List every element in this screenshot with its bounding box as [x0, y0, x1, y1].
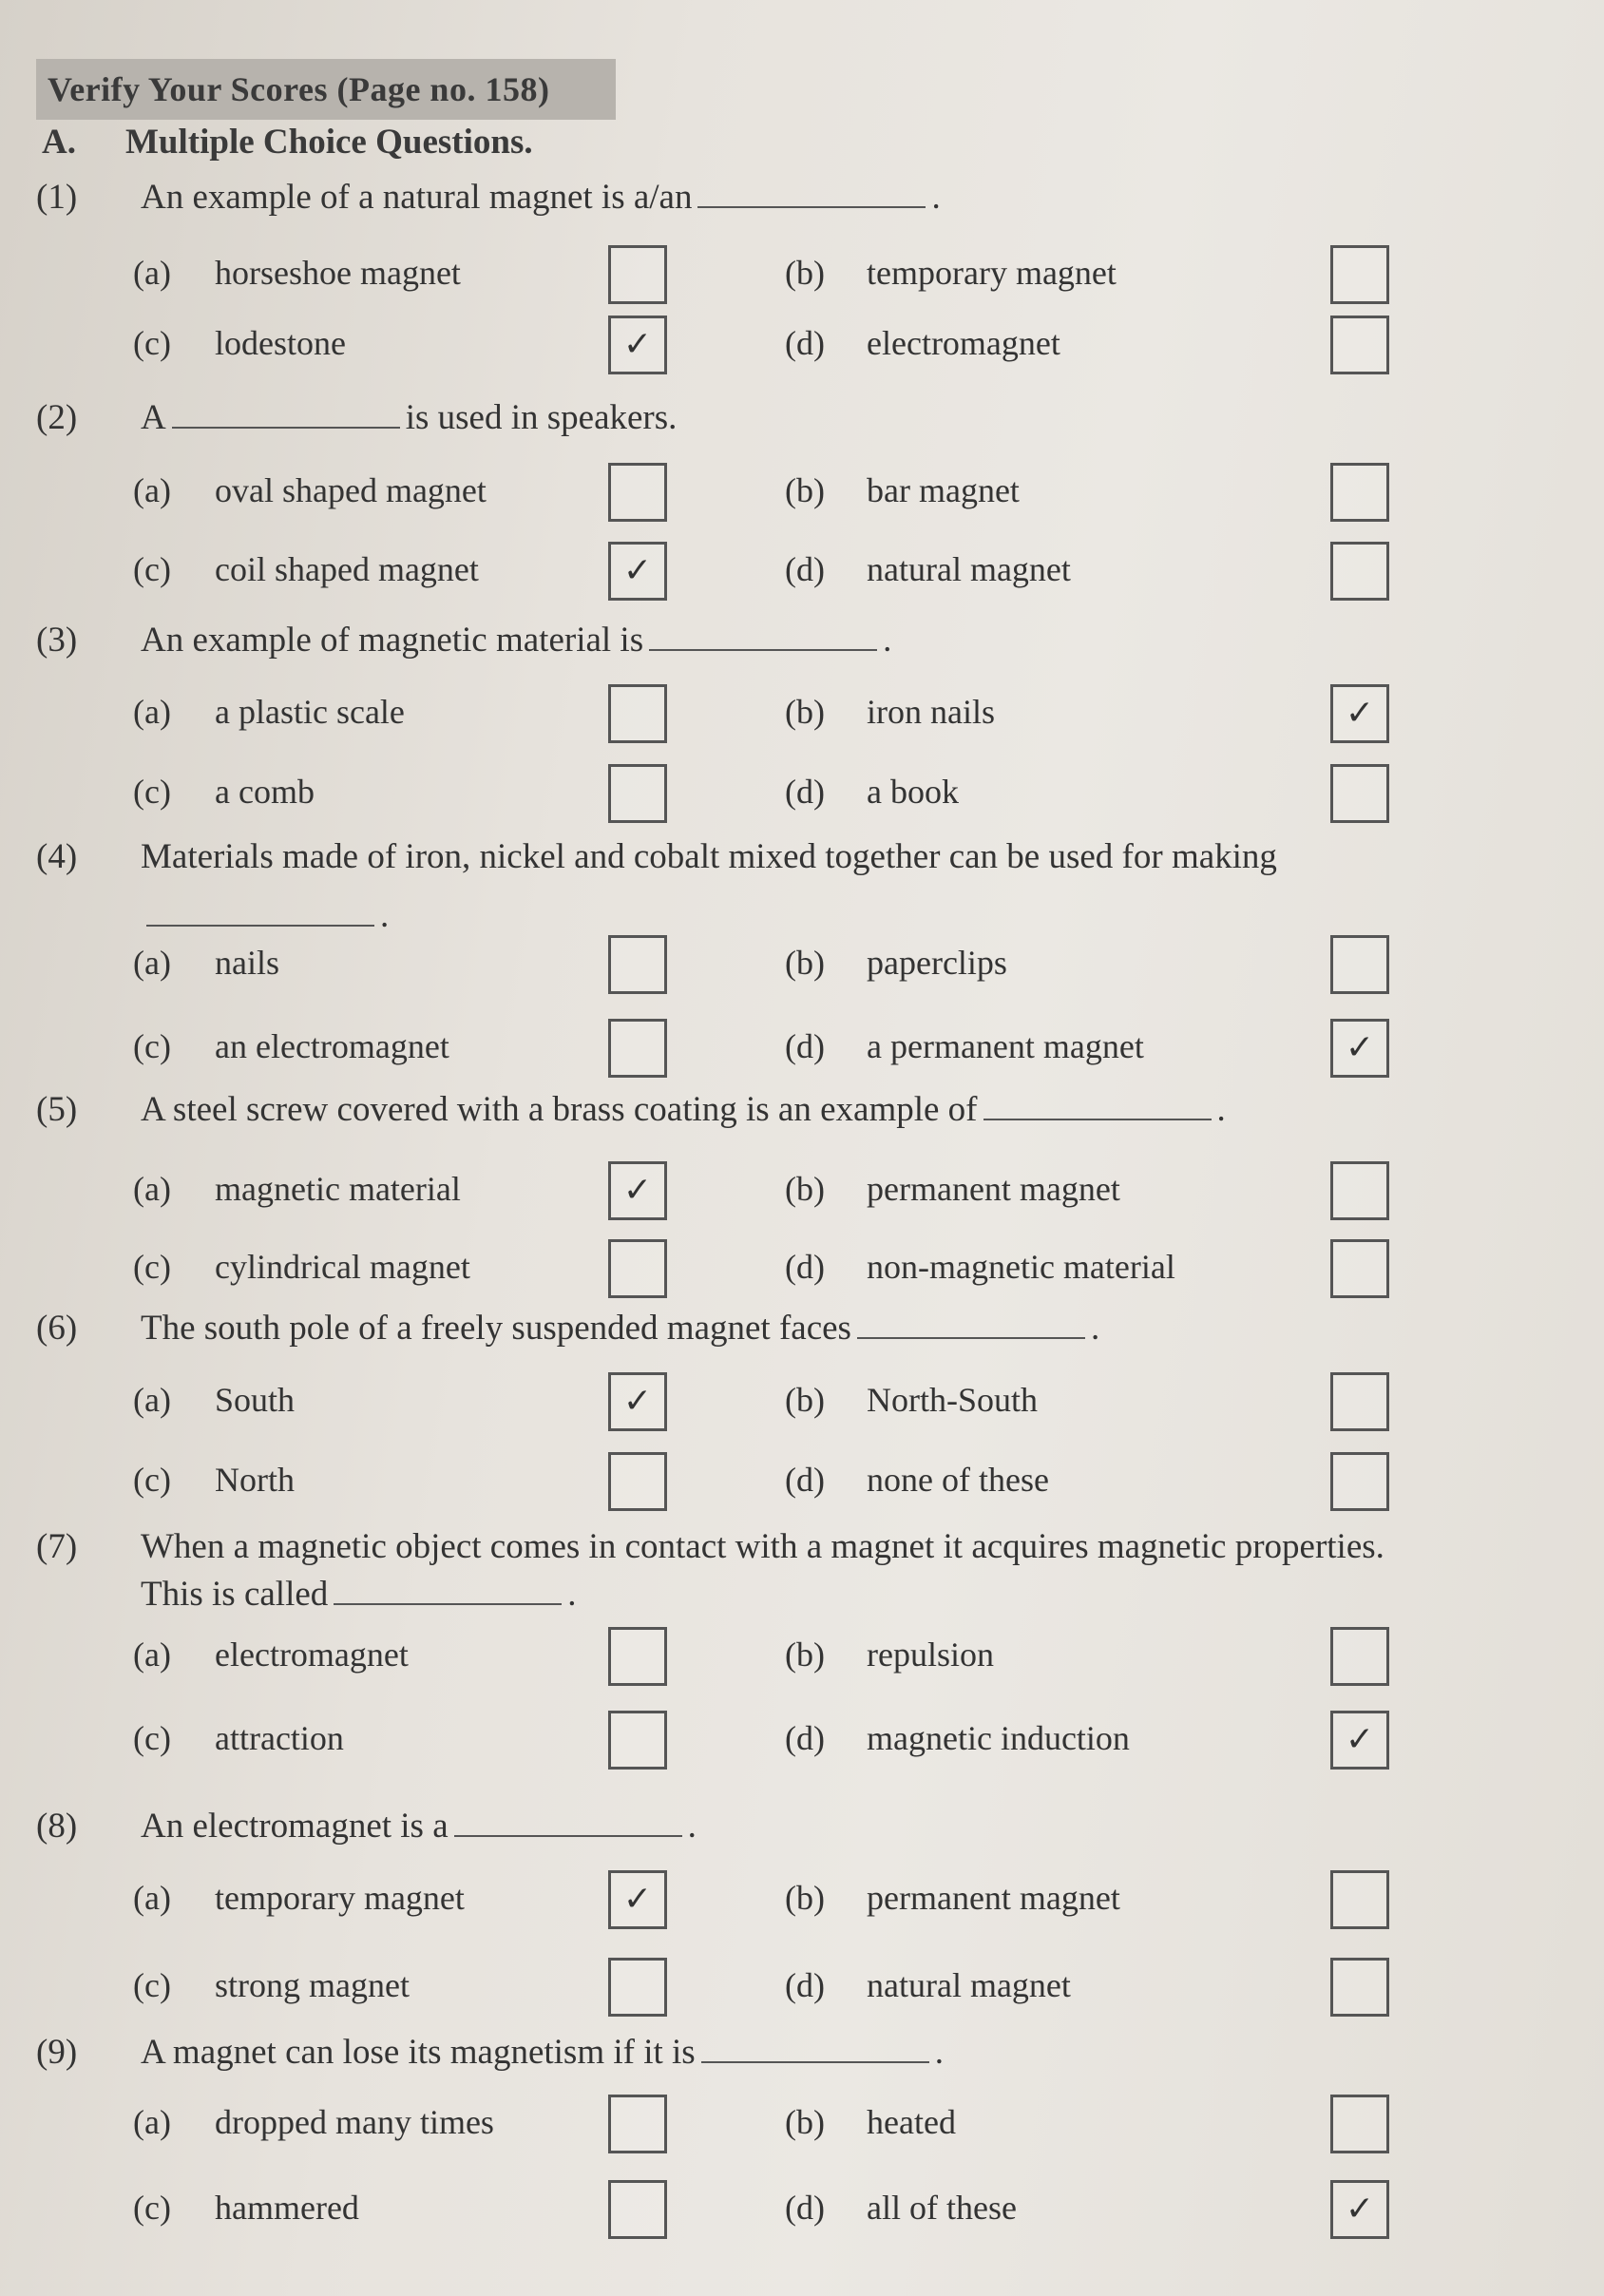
option-text: bar magnet: [867, 471, 1020, 509]
question-number: (7): [36, 1527, 78, 1566]
option-d: [785, 1247, 1175, 1287]
option-a: [133, 1635, 409, 1674]
option-text: natural magnet: [867, 550, 1071, 588]
check-mark-icon: ✓: [622, 551, 653, 590]
option-b: [785, 1635, 994, 1674]
answer-checkbox[interactable]: [608, 1870, 667, 1929]
option-label: (d): [785, 1248, 825, 1286]
question-stem: [36, 1089, 1556, 1130]
option-d: [785, 1718, 1130, 1758]
answer-checkbox[interactable]: [608, 1239, 667, 1298]
option-label: (b): [785, 1879, 825, 1917]
option-label: (d): [785, 2189, 825, 2227]
answer-checkbox[interactable]: [608, 935, 667, 994]
option-label: (d): [785, 550, 825, 588]
answer-checkbox[interactable]: [1330, 2095, 1389, 2153]
question-text-end: .: [1090, 1309, 1100, 1348]
page-banner: Verify Your Scores (Page no. 158): [36, 59, 616, 120]
option-d: [785, 772, 959, 812]
answer-checkbox[interactable]: [1330, 684, 1389, 743]
answer-checkbox[interactable]: [608, 245, 667, 304]
option-label: (a): [133, 254, 171, 292]
option-c: [133, 323, 346, 363]
option-b: [785, 253, 1117, 293]
question-stem: [36, 177, 1556, 218]
option-label: (c): [133, 324, 171, 362]
option-d: [785, 1965, 1071, 2005]
option-text: strong magnet: [215, 1966, 410, 2004]
answer-blank: [983, 1117, 1212, 1120]
option-label: (c): [133, 773, 171, 811]
option-label: (a): [133, 2103, 171, 2141]
question-stem: [36, 1308, 1556, 1349]
option-text: a permanent magnet: [867, 1027, 1144, 1065]
question-6: [36, 1308, 1556, 1349]
option-text: a plastic scale: [215, 693, 405, 731]
option-d: [785, 1026, 1144, 1066]
answer-blank: [334, 1601, 562, 1605]
question-text: The south pole of a freely suspended magnet faces: [141, 1309, 851, 1348]
option-label: (d): [785, 1719, 825, 1757]
answer-checkbox[interactable]: [608, 684, 667, 743]
option-a: [133, 1878, 465, 1918]
option-label: (c): [133, 1966, 171, 2004]
check-mark-icon: ✓: [622, 325, 653, 364]
option-text: magnetic material: [215, 1170, 461, 1208]
answer-checkbox[interactable]: [608, 2180, 667, 2239]
option-text: permanent magnet: [867, 1170, 1120, 1208]
question-text: A: [141, 398, 166, 437]
option-text: oval shaped magnet: [215, 471, 487, 509]
question-text: This is called: [141, 1575, 329, 1614]
option-c: [133, 1965, 410, 2005]
option-label: (d): [785, 1966, 825, 2004]
question-text-end: .: [883, 621, 892, 660]
answer-checkbox[interactable]: [1330, 764, 1389, 823]
option-b: [785, 2102, 956, 2142]
option-text: nails: [215, 944, 279, 982]
option-text: North: [215, 1461, 295, 1499]
option-text: horseshoe magnet: [215, 254, 461, 292]
option-c: [133, 1026, 449, 1066]
option-b: [785, 692, 995, 732]
answer-checkbox[interactable]: [1330, 1711, 1389, 1770]
answer-checkbox[interactable]: [608, 1627, 667, 1686]
answer-checkbox[interactable]: [1330, 245, 1389, 304]
option-text: electromagnet: [867, 324, 1060, 362]
question-9: [36, 2032, 1556, 2073]
option-label: (a): [133, 471, 171, 509]
section-heading: [42, 122, 533, 163]
option-text: none of these: [867, 1461, 1049, 1499]
answer-checkbox[interactable]: [608, 542, 667, 601]
option-label: (a): [133, 1170, 171, 1208]
option-text: North-South: [867, 1381, 1038, 1419]
option-text: permanent magnet: [867, 1879, 1120, 1917]
option-text: heated: [867, 2103, 956, 2141]
answer-checkbox[interactable]: [608, 1161, 667, 1220]
answer-checkbox[interactable]: [1330, 1239, 1389, 1298]
question-8: [36, 1806, 1556, 1846]
question-text: An example of magnetic material is: [141, 621, 644, 660]
option-text: coil shaped magnet: [215, 550, 479, 588]
option-text: paperclips: [867, 944, 1007, 982]
question-text: An example of a natural magnet is a/an: [141, 178, 693, 217]
answer-blank: [454, 1833, 682, 1837]
answer-checkbox[interactable]: [608, 1019, 667, 1078]
option-a: [133, 470, 487, 510]
question-1: [36, 177, 1556, 218]
option-text: temporary magnet: [215, 1879, 465, 1917]
answer-checkbox[interactable]: [1330, 542, 1389, 601]
option-label: (a): [133, 944, 171, 982]
option-c: [133, 1460, 295, 1500]
option-b: [785, 1380, 1038, 1420]
option-c: [133, 772, 315, 812]
option-label: (b): [785, 2103, 825, 2141]
option-text: magnetic induction: [867, 1719, 1130, 1757]
answer-checkbox[interactable]: [1330, 316, 1389, 374]
option-d: [785, 323, 1060, 363]
question-7: [36, 1526, 1556, 1567]
question-stem: [36, 2032, 1556, 2073]
option-a: [133, 253, 461, 293]
question-stem: [36, 397, 1556, 438]
question-text: When a magnetic object comes in contact with a magnet it acquires magnetic properties.: [141, 1527, 1384, 1566]
answer-checkbox[interactable]: [1330, 1627, 1389, 1686]
question-text: A steel screw covered with a brass coating is an example of: [141, 1090, 978, 1129]
section-letter: A.: [42, 123, 76, 162]
option-a: [133, 692, 405, 732]
question-4: [36, 836, 1556, 877]
option-text: natural magnet: [867, 1966, 1071, 2004]
answer-checkbox[interactable]: [1330, 2180, 1389, 2239]
option-label: (b): [785, 944, 825, 982]
option-a: [133, 1169, 461, 1209]
option-text: hammered: [215, 2189, 359, 2227]
answer-checkbox[interactable]: [1330, 463, 1389, 522]
check-mark-icon: ✓: [1345, 1028, 1375, 1067]
option-c: [133, 549, 479, 589]
option-c: [133, 1247, 470, 1287]
option-label: (a): [133, 1381, 171, 1419]
answer-checkbox[interactable]: [1330, 1161, 1389, 1220]
answer-checkbox[interactable]: [608, 1958, 667, 2017]
check-mark-icon: ✓: [1345, 694, 1375, 733]
question-stem: [36, 1526, 1556, 1567]
question-text-end: .: [931, 178, 941, 217]
option-label: (b): [785, 693, 825, 731]
option-label: (d): [785, 773, 825, 811]
option-d: [785, 1460, 1049, 1500]
question-text: A magnet can lose its magnetism if it is: [141, 2033, 696, 2072]
option-label: (c): [133, 550, 171, 588]
question-number: (8): [36, 1807, 78, 1846]
option-label: (d): [785, 1461, 825, 1499]
question-3: [36, 620, 1556, 660]
question-continuation: [141, 895, 389, 936]
option-text: an electromagnet: [215, 1027, 449, 1065]
question-continuation: [141, 1574, 577, 1615]
question-stem: [36, 1806, 1556, 1846]
answer-checkbox[interactable]: [1330, 1019, 1389, 1078]
question-number: (1): [36, 178, 78, 217]
answer-blank: [697, 204, 926, 208]
question-number: (5): [36, 1090, 78, 1129]
question-text: Materials made of iron, nickel and cobalt mixed together can be used for making: [141, 837, 1277, 876]
option-text: attraction: [215, 1719, 344, 1757]
question-number: (6): [36, 1309, 78, 1348]
question-text-end: .: [1216, 1090, 1226, 1129]
question-stem: [36, 836, 1556, 877]
answer-blank: [649, 647, 877, 651]
question-5: [36, 1089, 1556, 1130]
option-label: (c): [133, 1248, 171, 1286]
answer-blank: [172, 425, 400, 429]
option-text: a comb: [215, 773, 315, 811]
option-a: [133, 2102, 494, 2142]
option-label: (c): [133, 1719, 171, 1757]
answer-checkbox[interactable]: [608, 2095, 667, 2153]
option-b: [785, 1878, 1120, 1918]
option-label: (c): [133, 1027, 171, 1065]
answer-checkbox[interactable]: [1330, 1958, 1389, 2017]
option-a: [133, 943, 279, 983]
answer-checkbox[interactable]: [608, 1372, 667, 1431]
option-text: a book: [867, 773, 959, 811]
question-2: [36, 397, 1556, 438]
option-text: repulsion: [867, 1636, 994, 1674]
option-b: [785, 1169, 1120, 1209]
option-label: (d): [785, 1027, 825, 1065]
section-title: Multiple Choice Questions.: [125, 123, 533, 162]
option-c: [133, 2188, 359, 2228]
option-text: dropped many times: [215, 2103, 494, 2141]
option-label: (b): [785, 254, 825, 292]
option-label: (b): [785, 1636, 825, 1674]
option-label: (b): [785, 471, 825, 509]
option-d: [785, 549, 1071, 589]
option-text: temporary magnet: [867, 254, 1117, 292]
option-a: [133, 1380, 295, 1420]
option-label: (a): [133, 1879, 171, 1917]
option-d: [785, 2188, 1017, 2228]
option-b: [785, 470, 1020, 510]
option-label: (d): [785, 324, 825, 362]
option-label: (a): [133, 1636, 171, 1674]
option-label: (a): [133, 693, 171, 731]
answer-blank: [857, 1335, 1085, 1339]
option-text: all of these: [867, 2189, 1017, 2227]
question-text-end: .: [934, 2033, 944, 2072]
option-text: South: [215, 1381, 296, 1419]
question-text-end: is used in speakers.: [405, 398, 678, 437]
option-c: [133, 1718, 344, 1758]
question-text-end: .: [567, 1575, 577, 1614]
option-label: (c): [133, 2189, 171, 2227]
option-text: electromagnet: [215, 1636, 409, 1674]
answer-checkbox[interactable]: [608, 316, 667, 374]
check-mark-icon: ✓: [622, 1171, 653, 1210]
check-mark-icon: ✓: [622, 1382, 653, 1421]
question-text-end: .: [380, 896, 390, 935]
option-text: iron nails: [867, 693, 995, 731]
question-text: An electromagnet is a: [141, 1807, 449, 1846]
option-label: (b): [785, 1170, 825, 1208]
answer-checkbox[interactable]: [1330, 1372, 1389, 1431]
option-text: lodestone: [215, 324, 346, 362]
option-b: [785, 943, 1007, 983]
option-text: cylindrical magnet: [215, 1248, 470, 1286]
answer-checkbox[interactable]: [608, 463, 667, 522]
answer-blank: [701, 2059, 929, 2063]
question-number: (9): [36, 2033, 78, 2072]
question-number: (2): [36, 398, 78, 437]
check-mark-icon: ✓: [622, 1880, 653, 1919]
answer-blank: [146, 923, 374, 927]
check-mark-icon: ✓: [1345, 2190, 1375, 2229]
option-text: non-magnetic material: [867, 1248, 1175, 1286]
question-stem: [36, 620, 1556, 660]
question-number: (4): [36, 837, 78, 876]
answer-checkbox[interactable]: [1330, 1452, 1389, 1511]
question-text-end: .: [687, 1807, 697, 1846]
option-label: (c): [133, 1461, 171, 1499]
question-number: (3): [36, 621, 78, 660]
answer-checkbox[interactable]: [1330, 935, 1389, 994]
answer-checkbox[interactable]: [608, 1452, 667, 1511]
answer-checkbox[interactable]: [1330, 1870, 1389, 1929]
answer-checkbox[interactable]: [608, 764, 667, 823]
option-label: (b): [785, 1381, 825, 1419]
answer-checkbox[interactable]: [608, 1711, 667, 1770]
check-mark-icon: ✓: [1345, 1720, 1375, 1759]
